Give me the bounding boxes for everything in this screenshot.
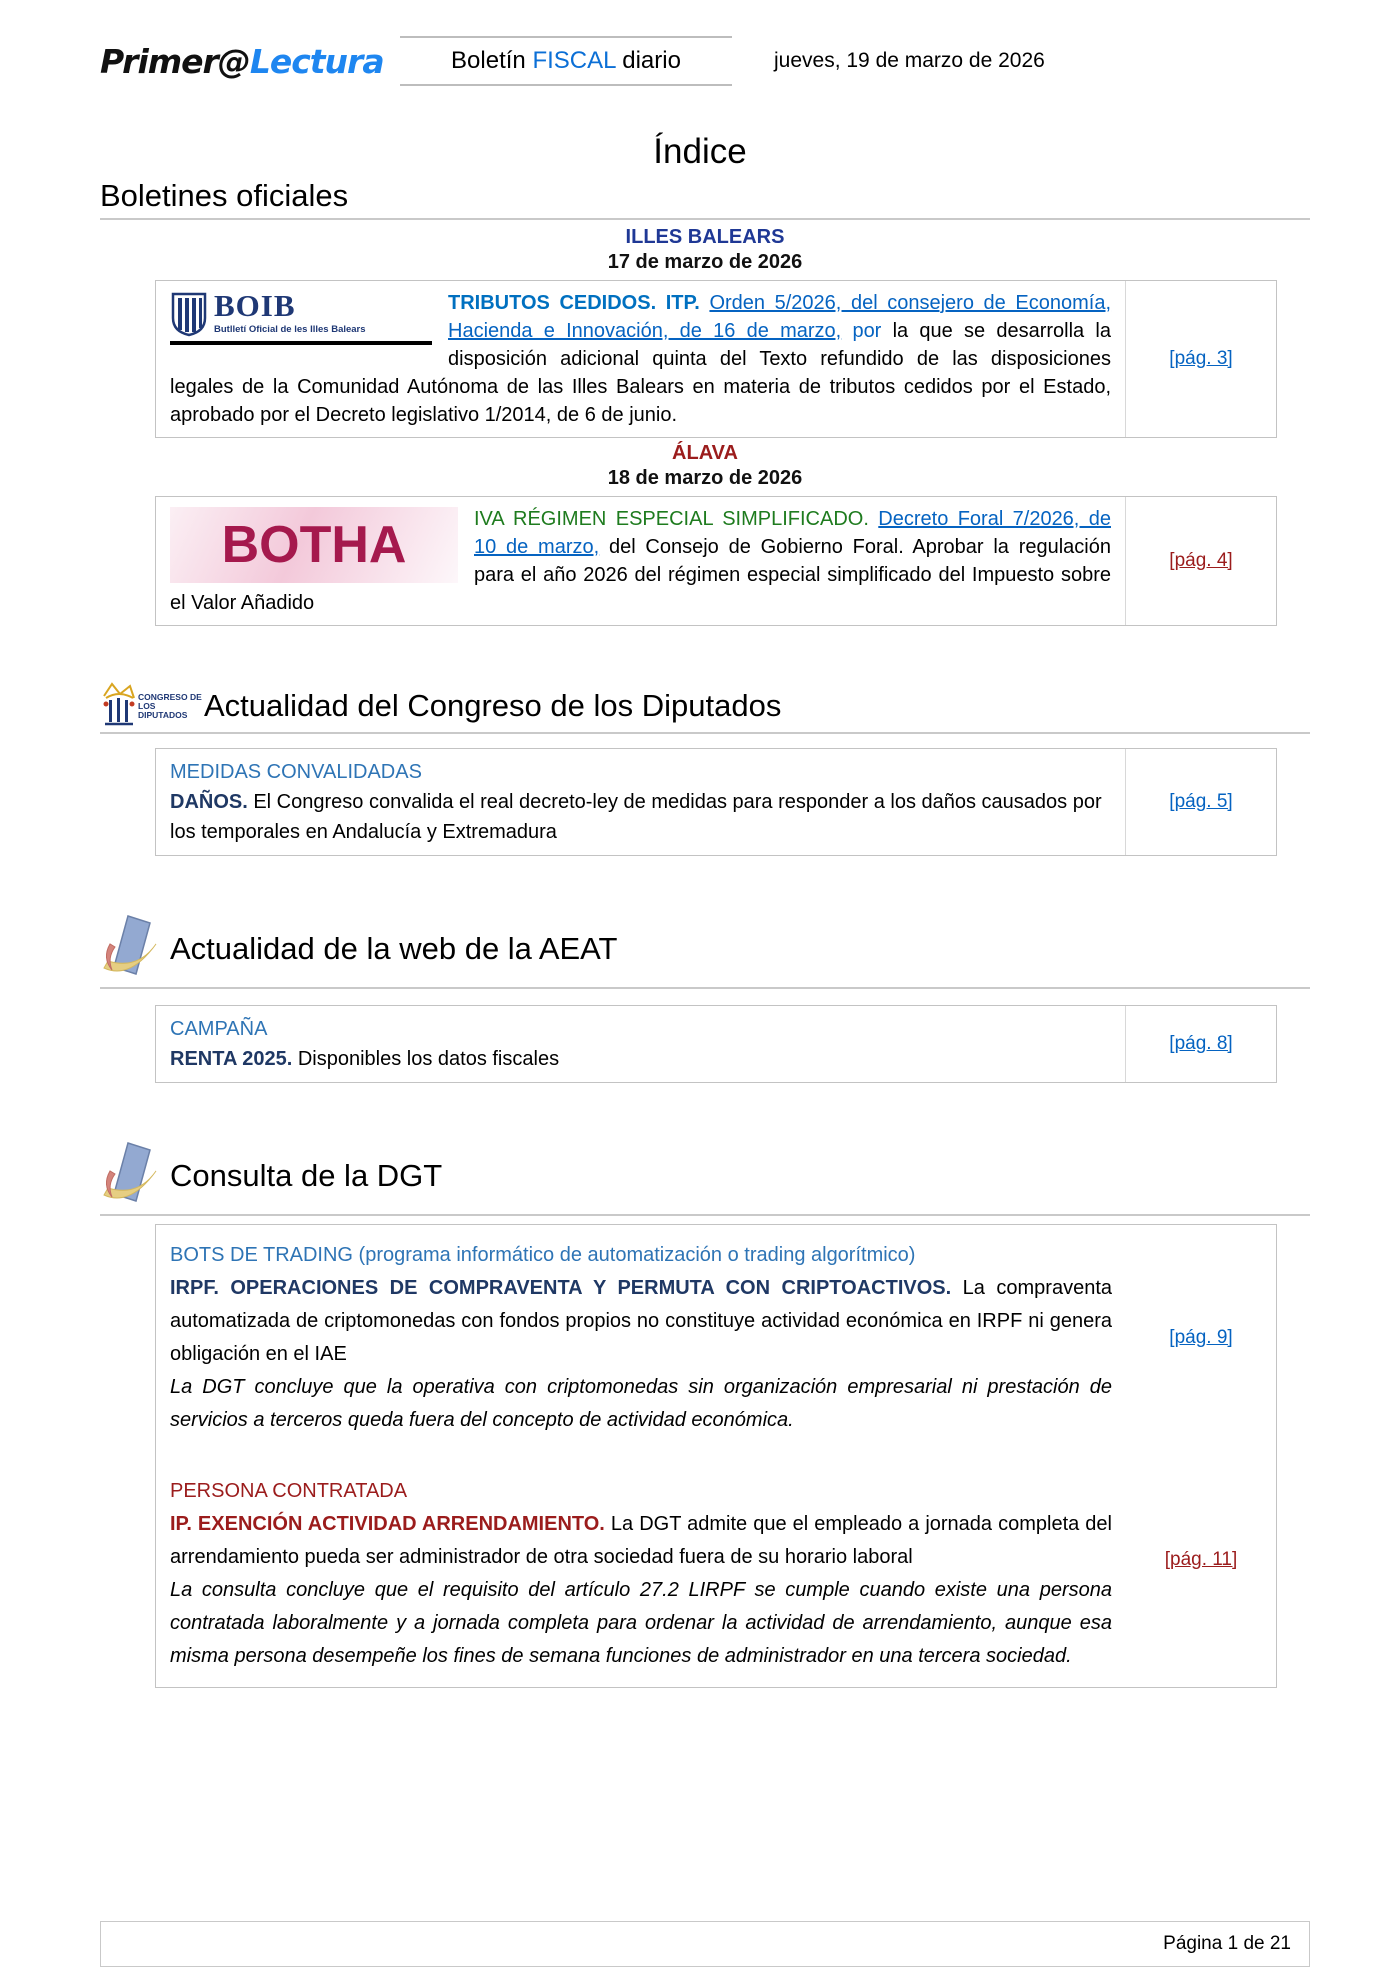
page-footer [100, 1921, 1310, 1967]
brand-primer: Primer@ [100, 41, 250, 81]
bulletin-title-post: diario [615, 47, 681, 74]
congreso-logo [100, 680, 202, 732]
dgt-entry-bots [156, 1235, 1276, 1441]
aeat-heading-row [100, 910, 1310, 987]
header-date: jueves, 19 de marzo de 2026 [774, 49, 1045, 72]
entry-kicker: BOTS DE TRADING (programa informático de automatización o trading algorítmico) [170, 1244, 916, 1266]
section-title-dgt: Consulta de la DGT [170, 1157, 443, 1193]
dgt-entry-text [156, 1235, 1126, 1441]
entry-kicker: MEDIDAS CONVALIDADAS [170, 761, 422, 783]
brand-lectura: Lectura [249, 41, 384, 81]
congreso-heading-row [100, 680, 1310, 732]
page-ref-cell [1125, 749, 1276, 855]
footer-page-label: Página 1 de 21 [1163, 1933, 1291, 1954]
section-rule [100, 987, 1310, 989]
entry-kicker: PERSONA CONTRATADA [170, 1480, 408, 1502]
entry-date-illes: 17 de marzo de 2026 [607, 251, 803, 273]
entry-body: la que se desarrolla la disposición adicional quinta del Texto refundido de las disposiciones legales de la Comunidad Autónoma de las Illes Balears en materia de tributos cedidos por el Estado, aprobado por el Decreto legislativo 1/2014, de 6 de junio. [170, 320, 1111, 426]
entry-lead: IRPF. OPERACIONES DE COMPRAVENTA Y PERMUTA CON CRIPTOACTIVOS. [170, 1277, 963, 1299]
entry-body: del Consejo de Gobierno Foral. Aprobar la regulación para el año 2026 del régimen especial simplificado del Impuesto sobre el Valor Añadido [170, 536, 1111, 614]
dgt-entries-box [155, 1224, 1277, 1688]
section-title-aeat: Actualidad de la web de la AEAT [170, 930, 618, 966]
bulletin-title-fiscal: FISCAL [532, 47, 616, 74]
entry-note: La DGT concluye que la operativa con criptomonedas sin organización empresarial ni prestación de servicios a terceros queda fuera del concepto de actividad económica. [170, 1376, 1112, 1431]
boib-shield-icon [170, 291, 208, 337]
entry-lead: TRIBUTOS CEDIDOS. ITP. [448, 292, 710, 314]
orden-link[interactable]: Orden 5/2026, del consejero de Economía, Hacienda e Innovación, de 16 de marzo, [448, 292, 1112, 342]
page-ref-link[interactable]: [pág. 11] [1164, 1549, 1238, 1570]
entry-body: La compraventa automatizada de criptomonedas con fondos propios no constituye actividad económica en IRPF ni genera obligación en el IAE [170, 1277, 1112, 1365]
entry-body: La DGT admite que el empleado a jornada completa del arrendamiento pueda ser administrador de otra sociedad fuera de su horario laboral [170, 1513, 1112, 1568]
entry-kicker: CAMPAÑA [170, 1018, 268, 1040]
section-rule [100, 732, 1310, 734]
entry-body: Disponibles los datos fiscales [297, 1048, 560, 1070]
dgt-logo-icon [100, 1137, 162, 1214]
link-tail: por [841, 320, 893, 342]
region-alava: ÁLAVA [672, 442, 738, 464]
entry-lead: IP. EXENCIÓN ACTIVIDAD ARRENDAMIENTO. [170, 1513, 611, 1535]
bulletin-title-pre: Boletín [451, 47, 533, 74]
aeat-logo-icon [100, 910, 162, 987]
brand-logo [100, 42, 400, 81]
botha-wordmark: BOTHA [221, 516, 407, 574]
botha-entry-text [156, 497, 1125, 625]
congreso-entry-text [156, 749, 1125, 855]
page-header [100, 36, 1310, 86]
page-ref-link[interactable]: [pág. 9] [1169, 1327, 1233, 1348]
decreto-link[interactable]: Decreto Foral 7/2026, de 10 de marzo, [474, 508, 1111, 558]
page-ref-cell [1125, 281, 1276, 437]
boib-entry-text [156, 281, 1125, 437]
boib-caption: Butlletí Oficial de les Illes Balears [214, 324, 366, 335]
page-ref-link[interactable]: [pág. 4] [1169, 550, 1233, 571]
page-ref-link[interactable]: [pág. 5] [1169, 791, 1233, 812]
bulletin-title-box [400, 36, 732, 86]
page-ref-cell [1126, 1235, 1276, 1441]
dgt-heading-row [100, 1137, 1310, 1214]
entry-date-alava: 18 de marzo de 2026 [607, 467, 803, 489]
entry-lead: DAÑOS. [170, 791, 254, 813]
page-ref-link[interactable]: [pág. 3] [1169, 348, 1233, 369]
section-rule [100, 218, 1310, 220]
aeat-entry-text [156, 1006, 1125, 1082]
boib-entry-row [155, 280, 1277, 438]
congreso-emblem-icon [100, 680, 138, 732]
page-ref-cell [1125, 497, 1276, 625]
entry-lead: IVA RÉGIMEN ESPECIAL SIMPLIFICADO. [474, 508, 879, 530]
region-illes-balears: ILLES BALEARS [625, 226, 785, 248]
page-title: Índice [653, 132, 747, 171]
section-rule [100, 1214, 1310, 1216]
page-ref-link[interactable]: [pág. 8] [1169, 1033, 1233, 1054]
page-ref-cell [1125, 1006, 1276, 1082]
congreso-logo-text: CONGRESO DE LOS DIPUTADOS [138, 691, 202, 720]
boib-logo [170, 288, 432, 345]
content [100, 178, 1310, 1688]
aeat-entry-row [155, 1005, 1277, 1083]
congreso-entry-row [155, 748, 1277, 856]
entry-note: La consulta concluye que el requisito del artículo 27.2 LIRPF se cumple cuando existe una persona contratada laboralmente y a jornada completa para ordenar la actividad de arrendamiento, aunque esa misma persona desempeñe los fines de semana funciones de administrador en una tercera sociedad. [170, 1579, 1112, 1667]
section-title-boletines: Boletines oficiales [100, 178, 349, 213]
botha-logo [170, 507, 458, 583]
entry-body: El Congreso convalida el real decreto-ley de medidas para responder a los daños causados por los temporales en Andalucía y Extremadura [170, 791, 1102, 843]
page-ref-cell [1126, 1471, 1276, 1677]
botha-entry-row [155, 496, 1277, 626]
section-title-congreso: Actualidad del Congreso de los Diputados [204, 688, 782, 723]
dgt-entry-text [156, 1471, 1126, 1677]
entry-lead: RENTA 2025. [170, 1048, 298, 1070]
boib-wordmark: BOIB [214, 288, 296, 323]
dgt-entry-persona [156, 1471, 1276, 1677]
boib-underline-bar [170, 341, 432, 345]
